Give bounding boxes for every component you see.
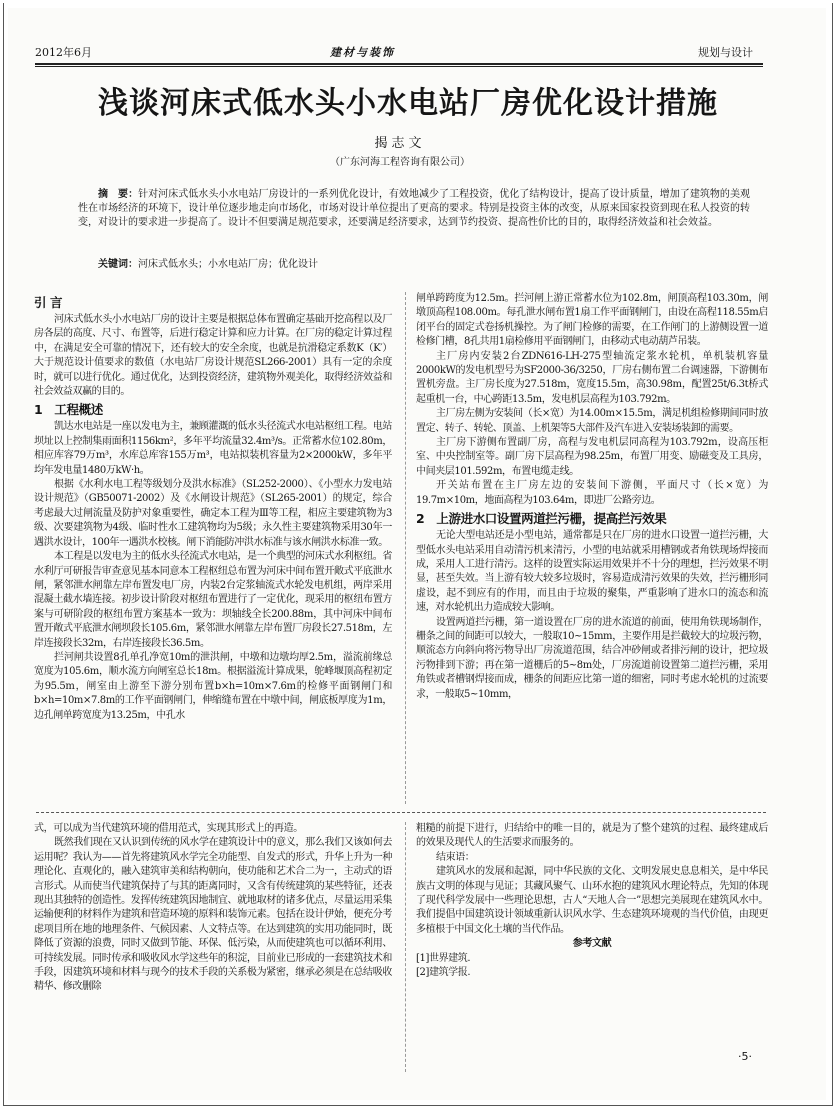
abstract-text: 针对河床式低水头小水电站厂房设计的一系列优化设计，有效地减少了工程投资，优化了结构设计，提高了设计质量，增加了建筑物的美观性在市场经济的环境下，设计单位逐步地走向市场化，市场对设计单位提出了更高的要求。特别是投资主体的改变，从原来国家投资到现在私人投资的转变，对设计的要求进一步提高了。设计不但要满足规范要求，还要满足经济要求，达到节约投资、提高性价比的目的，取得经济效益和社会效益。 xyxy=(78,189,750,228)
article-separator-line xyxy=(36,812,766,813)
keywords-text: 河床式低水头；小水电站厂房；优化设计 xyxy=(138,259,318,270)
header-date: 2012年6月 xyxy=(35,46,92,59)
column-right-bottom xyxy=(416,822,768,1074)
column-divider-top xyxy=(405,292,406,804)
paragraph: 主厂房下游侧布置副厂房，高程与发电机层同高程为103.792m，设高压柜室、中央控制室等。副厂房下层高程为98.25m，布置厂用变、励磁变及工具房，中间夹层101.592m，布置电缆走线。 xyxy=(416,437,768,477)
paragraph: 主厂房内安装2台ZDN616-LH-275型轴流定浆水轮机，单机装机容量2000kW的发电机型号为SF2000-36/3250，厂房右侧布置二台调速器，下游侧布置机旁盘。主厂房长度为27.518m，宽度15.5m，高30.98m，配置25t/6.3t桥式起重机一台，中心跨距13.5m，发电机层高程为103.792m。 xyxy=(416,350,768,405)
article-affiliation: （广东河海工程咨询有限公司） xyxy=(330,157,470,168)
column-left-top xyxy=(34,292,392,807)
paragraph: 粗糙的前提下进行，归结给中的唯一目的，就是为了整个建筑的过程、最终建成后的效果及现代人的生活要求而服务的。 xyxy=(416,823,768,849)
column-left-bottom xyxy=(34,822,392,1074)
paragraph: 河床式低水头小水电站厂房的设计主要是根据总体布置确定基础开挖高程以及厂房各层的高度、尺寸、布置等，后进行稳定计算和应力计算。在厂房的稳定计算过程中，在满足安全可靠的情况下，还有较大的安全余度，也就是抗滑稳定系数K（K′）大于规范设计值要求的数值（水电站厂房设计规范SL266-2001）具有一定的余度时，就可以进行优化。通过优化，达到投资经济，建筑物外观美化，取得经济效益和社会效益双赢的目的。 xyxy=(34,314,392,398)
article-author: 揭志文 xyxy=(374,136,426,151)
page-border-right xyxy=(832,3,833,1105)
paragraph: 无论大型电站还是小型电站，通常都是只在厂房的进水口设置一道拦污栅，大型低水头电站采用自动清污机来清污，小型的电站就采用槽钢或者角铁现场焊接而成，采用人工进行清污。这样的设置实际运用效果并不十分的理想，拦污效果不明显，甚至失效。当上游有较大较多垃圾时，容易造成清污效果的失效，拦污栅形同虚设，起不到应有的作用，而且由于垃圾的聚集，严重影响了进水口的流态和流速，对水轮机出力造成较大影响。 xyxy=(416,530,768,614)
keywords-label: 关键词： xyxy=(98,259,138,270)
paragraph: 开关站布置在主厂房左边的安装间下游侧，平面尺寸（长×宽）为19.7m×10m，地面高程为103.64m，即进厂公路旁边。 xyxy=(416,480,768,506)
page-number: ·5· xyxy=(738,1050,752,1063)
header-rule xyxy=(35,63,763,65)
conclusion-label: 结束语： xyxy=(436,851,475,863)
page-border-left xyxy=(3,3,4,1105)
header-section: 规划与设计 xyxy=(698,46,753,59)
reference-item: [1]世界建筑. xyxy=(416,952,471,964)
paragraph: 既然我们现在又认识到传统的风水学在建筑设计中的意义，那么我们又该如何去运用呢？我认为——首先将建筑风水学完全功能型、自发式的形式，升华上升为一种理论化、直观化的，融入建筑审美和结构朝向，使功能和艺术合二为一，主动式的语言形式。从而使当代建筑保持了与其的距离同时，又含有传统建筑的某些特征，还表现出其独特的创造性。发挥传统建筑因地制宜、就地取材的诸多优点，尽量运用采集运输便利的材料作为建筑和营造环境的原料和装饰元素。包括在设计伊始，便充分考虑项目所在地的地理条件、气候因素、人文特点等。在达到建筑的实用功能同时，既降低了资源的浪费，同时又做到节能、环保、低污染，从而使建筑也可以循环利用、可持续发展。同时传承和吸收风水学这些年的积淀，目前业已形成的一套建筑技术和手段，因建筑环境和材料与现今的技术手段的关系极为紧密，继承必须是在总结吸收精华、修改删除 xyxy=(34,837,392,993)
header-rule-thin xyxy=(35,66,763,67)
references-heading: 参考文献 xyxy=(572,938,612,950)
header-magazine-logo: 建材与装饰 xyxy=(330,46,395,59)
paragraph: 根据《水利水电工程等级划分及洪水标准》（SL252-2000）、《小型水力发电站设计规范》（GB50071-2002）及《水闸设计规范》（SL265-2001）的规定，综合考虑最大过闸流量及防护对象重要性，确定本工程为Ⅲ等工程，相应主要建筑物为3级、次要建筑物为4级、临时性水工建筑物均为5级；永久性主要建筑物采用30年一遇洪水设计，100年一遇洪水校核。闸下消能防冲洪水标准与该水闸洪水标准一致。 xyxy=(34,479,392,548)
page-border-bottom xyxy=(3,1105,833,1106)
article-title: 浅谈河床式低水头小水电站厂房优化设计措施 xyxy=(98,86,718,121)
keywords xyxy=(78,258,750,272)
paragraph: 凯达水电站是一座以发电为主，兼顾灌溉的低水头径流式水电站枢纽工程。电站坝址以上控制集雨面积1156km²，多年平均流量32.4m³/s。正常蓄水位102.80m，相应库容79万m³，水库总库容155万m³，电站拟装机容量为2×2000kW，多年平均年发电量1480万kW·h。 xyxy=(34,421,392,476)
paragraph: 闸单跨跨度为12.5m。拦河闸上游正常蓄水位为102.8m，闸顶高程103.30m，闸墩顶高程108.00m。每孔泄水闸布置1扇工作平面钢闸门，由设在高程118.55m启闭平台的固定式卷扬机操控。为了闸门检修的需要，在工作闸门的上游侧设置一道检修门槽，8孔共用1扇检修用平面钢闸门，由移动式电动葫芦吊装。 xyxy=(416,293,768,348)
paragraph: 本工程是以发电为主的低水头径流式水电站，是一个典型的河床式水利枢纽。省水利厅可研报告审查意见基本同意本工程枢纽总布置为河床中间布置开敞式平底泄水闸，紧邻泄水闸靠左岸布置发电厂房，内装2台定浆轴流式水轮发电机组，两岸采用混凝土截水墙连接。初步设计阶段对枢纽布置进行了一定优化，现采用的枢纽布置方案与可研阶段的枢纽布置方案基本一致为：坝轴线全长200.88m，其中河床中间布置开敞式平底泄水闸坝段长105.6m，紧邻泄水闸靠左岸布置厂房段长27.518m，左岸连接段长32m，右岸连接段长36.5m。 xyxy=(34,551,392,649)
paragraph: 式，可以成为当代建筑环境的借用范式，实现其形式上的再造。 xyxy=(34,823,303,834)
column-right-top xyxy=(416,292,768,807)
paragraph: 主厂房左侧为安装间（长×宽）为14.00m×15.5m，满足机组检修期间同时放置定、转子、转轮、顶盖、上机架等5大部件及汽车进入安装场装卸的需要。 xyxy=(416,408,768,434)
paragraph: 设置两道拦污栅，第一道设置在厂房的进水流道的前面，使用角铁现场制作，栅条之间的间距可以较大，一般取10~15mm，主要作用是拦截较大的垃圾污物，顺流态方向斜向将污物导出厂房流道范围，结合冲砂闸或者排污闸的设计，把垃圾污物排到下游；再在第一道栅后的5~8m处，厂房流道前设置第二道拦污栅，采用角铁或者槽钢焊接而成，栅条的间距应比第一道的细密，同时考虑水轮机的过流要求，一般取5~10mm， xyxy=(416,616,768,700)
abstract-label: 摘 要： xyxy=(98,189,139,200)
column-divider-bottom xyxy=(405,822,406,1072)
section-heading-2: 2 上游进水口设置两道拦污栅，提高拦污效果 xyxy=(416,511,667,527)
abstract xyxy=(78,188,750,230)
paragraph: 建筑风水的发展和起源，同中华民族的文化、文明发展史息息相关，是中华民族古文明的体现与见证；其藏风聚气、山环水抱的建筑风水理论特点，先知的体现了现代科学发展中一些理论思想，古人“天地人合一”思想完美展现在建筑风水中。我们提倡中国建筑设计领域重新认识风水学、生态建筑环境观的当代价值，由现更多植根于中国文化土壤的当代作品。 xyxy=(416,866,768,935)
paragraph: 拦河闸共设置8孔单孔净宽10m的泄洪闸，中墩和边墩均厚2.5m，溢流前缘总宽度为105.6m，顺水流方向闸室总长18m。根据溢流计算成果，鸵峰堰顶高程初定为95.5m，闸室由上游至下游分别布置b×h=10m×7.6m的检修平面钢闸门和b×h=10m×7.8m的工作平面钢闸门，伸缩缝布置在中墩中间，闸底板厚度为1m，边孔闸单跨宽度为13.25m，中孔水 xyxy=(34,651,392,721)
reference-item: [2]建筑学报. xyxy=(416,967,471,979)
section-heading-intro: 引 言 xyxy=(34,295,63,310)
section-heading-1: 1 工程概述 xyxy=(34,402,103,418)
